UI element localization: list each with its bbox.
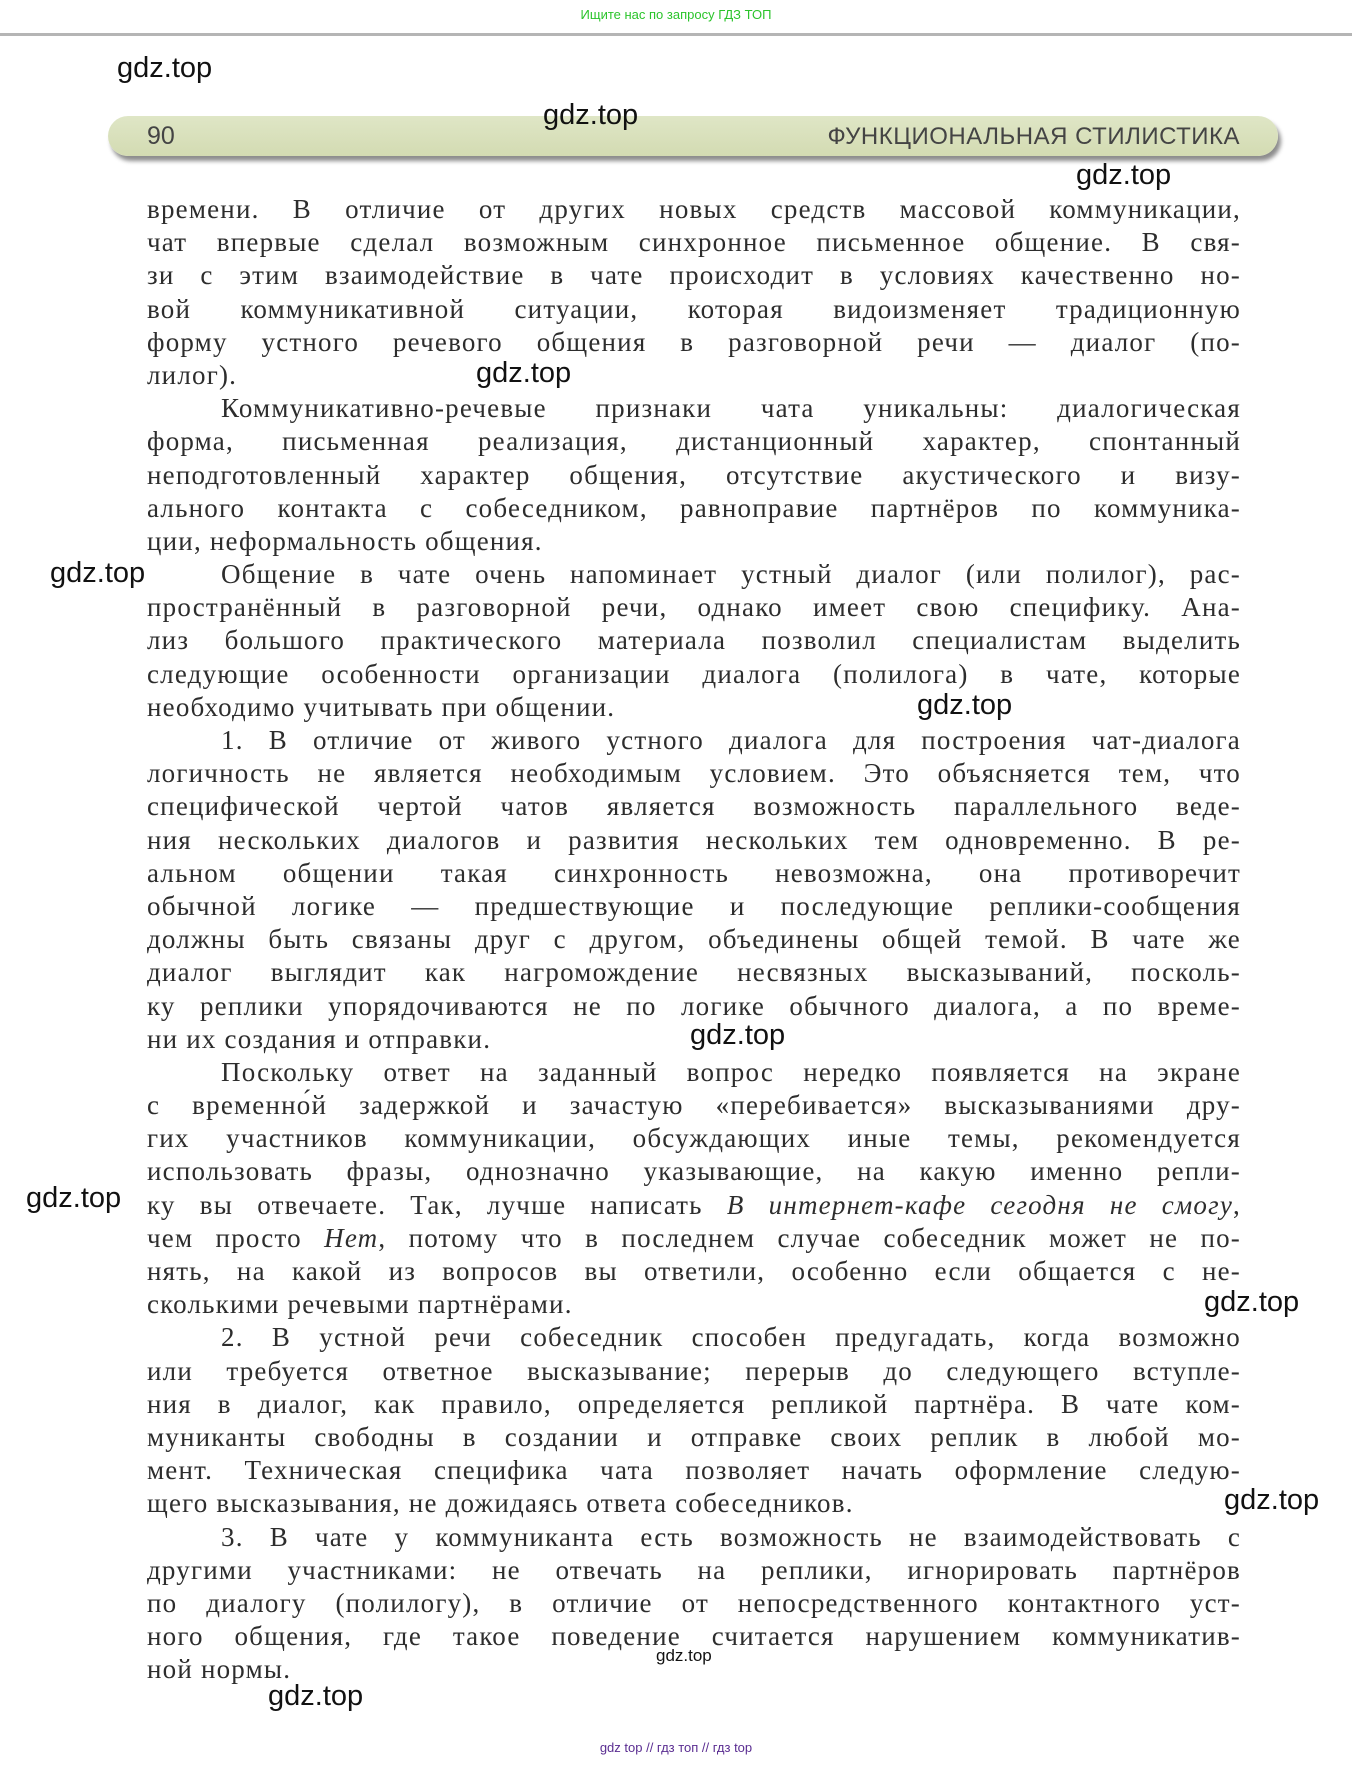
text-line: другими участниками: не отвечать на реплики, игнорировать партнёров [147, 1554, 1241, 1585]
text-line: нять, на какой из вопросов вы ответили, особенно если общается с не- [147, 1256, 1241, 1286]
text-line: Общение в чате очень напоминает устный диалог (или полилог), рас- [221, 559, 1241, 590]
text-line: лилог). [147, 359, 238, 390]
text-line: ни их создания и отправки. [147, 1023, 492, 1054]
text-line: необходимо учитывать при общении. [147, 691, 616, 722]
text-line: муниканты свободны в создании и отправке своих реплик в любой мо- [147, 1421, 1241, 1452]
text-line: лиз большого практического материала позволил специалистам выделить [147, 625, 1241, 656]
text-line: пространённый в разговорной речи, однако имеет свою специфику. Ана- [147, 592, 1241, 623]
text-line: чат впервые сделал возможным синхронное письменное общение. В свя- [147, 227, 1241, 258]
text-line: логичность не является необходимым условием. Это объясняется тем, что [147, 758, 1241, 789]
watermark: gdz.top [476, 357, 572, 389]
text-line [147, 1189, 1241, 1222]
watermark: gdz.top [656, 1646, 712, 1665]
footer-links: gdz top // гдз топ // гдз top [599, 1740, 753, 1755]
text-line: зи с этим взаимодействие в чате происходит в условиях качественно но- [147, 260, 1241, 291]
watermark: gdz.top [268, 1680, 364, 1712]
italic-example: Нет [324, 1222, 379, 1253]
text-line: времени. В отличие от других новых средств массовой коммуникации, [147, 194, 1241, 224]
text-line: следующие особенности организации диалога (полилога) в чате, которые [147, 658, 1241, 689]
top-banner [0, 0, 1352, 36]
text-line: ального контакта с собеседником, равноправие партнёров по коммуника- [147, 492, 1241, 523]
text-line: мент. Техническая специфика чата позволяет начать оформление следую- [147, 1455, 1241, 1486]
text-segment: ку вы отвечаете. Так, лучше написать [147, 1189, 727, 1220]
text-line: щего высказывания, не дожидаясь ответа собеседников. [147, 1488, 854, 1519]
text-line: с временно́й задержкой и зачастую «перебивается» высказываниями дру- [147, 1090, 1241, 1121]
page-header-bar [108, 116, 1278, 156]
text-line: неподготовленный характер общения, отсутствие акустического и визу- [147, 459, 1241, 490]
text-line: ной нормы. [147, 1654, 292, 1685]
text-line: ции, неформальность общения. [147, 525, 543, 556]
text-line: обычной логике — предшествующие и последующие реплики-сообщения [147, 890, 1241, 921]
text-line: вой коммуникативной ситуации, которая видоизменяет традиционную [147, 293, 1241, 324]
watermark: gdz.top [543, 99, 639, 131]
text-line: ку реплики упорядочиваются не по логике обычного диалога, а по време- [147, 990, 1241, 1021]
text-line: использовать фразы, однозначно указывающие, на какую именно репли- [147, 1156, 1241, 1187]
text-line: 3. В чате у коммуниканта есть возможность не взаимодействовать с [221, 1521, 1241, 1552]
text-line: должны быть связаны друг с другом, объединены общей темой. В чате же [147, 924, 1241, 955]
watermark: gdz.top [917, 689, 1013, 721]
text-line: гих участников коммуникации, обсуждающих иные темы, рекомендуется [147, 1123, 1241, 1154]
text-line: по диалогу (полилогу), в отличие от непосредственного контактного уст- [147, 1587, 1241, 1618]
text-line: 1. В отличие от живого устного диалога для построения чат-диалога [221, 725, 1241, 755]
body-text [147, 193, 1241, 1686]
text-line: Поскольку ответ на заданный вопрос нередко появляется на экране [221, 1056, 1241, 1087]
watermark: gdz.top [690, 1019, 786, 1051]
text-line: сколькими речевыми партнёрами. [147, 1289, 573, 1320]
watermark: gdz.top [1224, 1484, 1320, 1516]
text-segment: , [1233, 1189, 1241, 1220]
text-line: или требуется ответное высказывание; перерыв до следующего вступле- [147, 1355, 1241, 1386]
text-segment: , потому что в последнем случае собеседник может не по- [378, 1222, 1242, 1253]
text-line [147, 1222, 1241, 1255]
text-line: Коммуникативно-речевые признаки чата уникальны: диалогическая [221, 393, 1241, 424]
text-line: ния в диалог, как правило, определяется репликой партнёра. В чате ком- [147, 1388, 1241, 1419]
text-line: диалог выглядит как нагромождение несвязных высказываний, посколь- [147, 957, 1241, 988]
text-line: альном общении такая синхронность невозможна, она противоречит [147, 857, 1241, 888]
watermark: gdz.top [1076, 159, 1172, 191]
text-line: ного общения, где такое поведение считается нарушением коммуникатив- [147, 1621, 1241, 1652]
watermark: gdz.top [50, 557, 146, 589]
text-line: ния нескольких диалогов и развития нескольких тем одновременно. В ре- [147, 824, 1241, 855]
text-line: специфической чертой чатов является возможность параллельного веде- [147, 791, 1241, 822]
section-title: ФУНКЦИОНАЛЬНАЯ СТИЛИСТИКА [827, 123, 1240, 150]
text-line: 2. В устной речи собеседник способен предугадать, когда возможно [221, 1322, 1241, 1353]
watermark: gdz.top [117, 52, 213, 84]
banner-text: Ищите нас по запросу ГДЗ ТОП [580, 7, 772, 22]
text-line: форма, письменная реализация, дистанционный характер, спонтанный [147, 426, 1241, 457]
page-number: 90 [147, 122, 175, 150]
watermark: gdz.top [26, 1182, 122, 1214]
watermark: gdz.top [1204, 1286, 1300, 1318]
text-segment: чем просто [147, 1222, 325, 1253]
text-line: форму устного речевого общения в разговорной речи — диалог (по- [147, 326, 1241, 357]
italic-example: В интернет-кафе сегодня не смогу [726, 1189, 1234, 1220]
